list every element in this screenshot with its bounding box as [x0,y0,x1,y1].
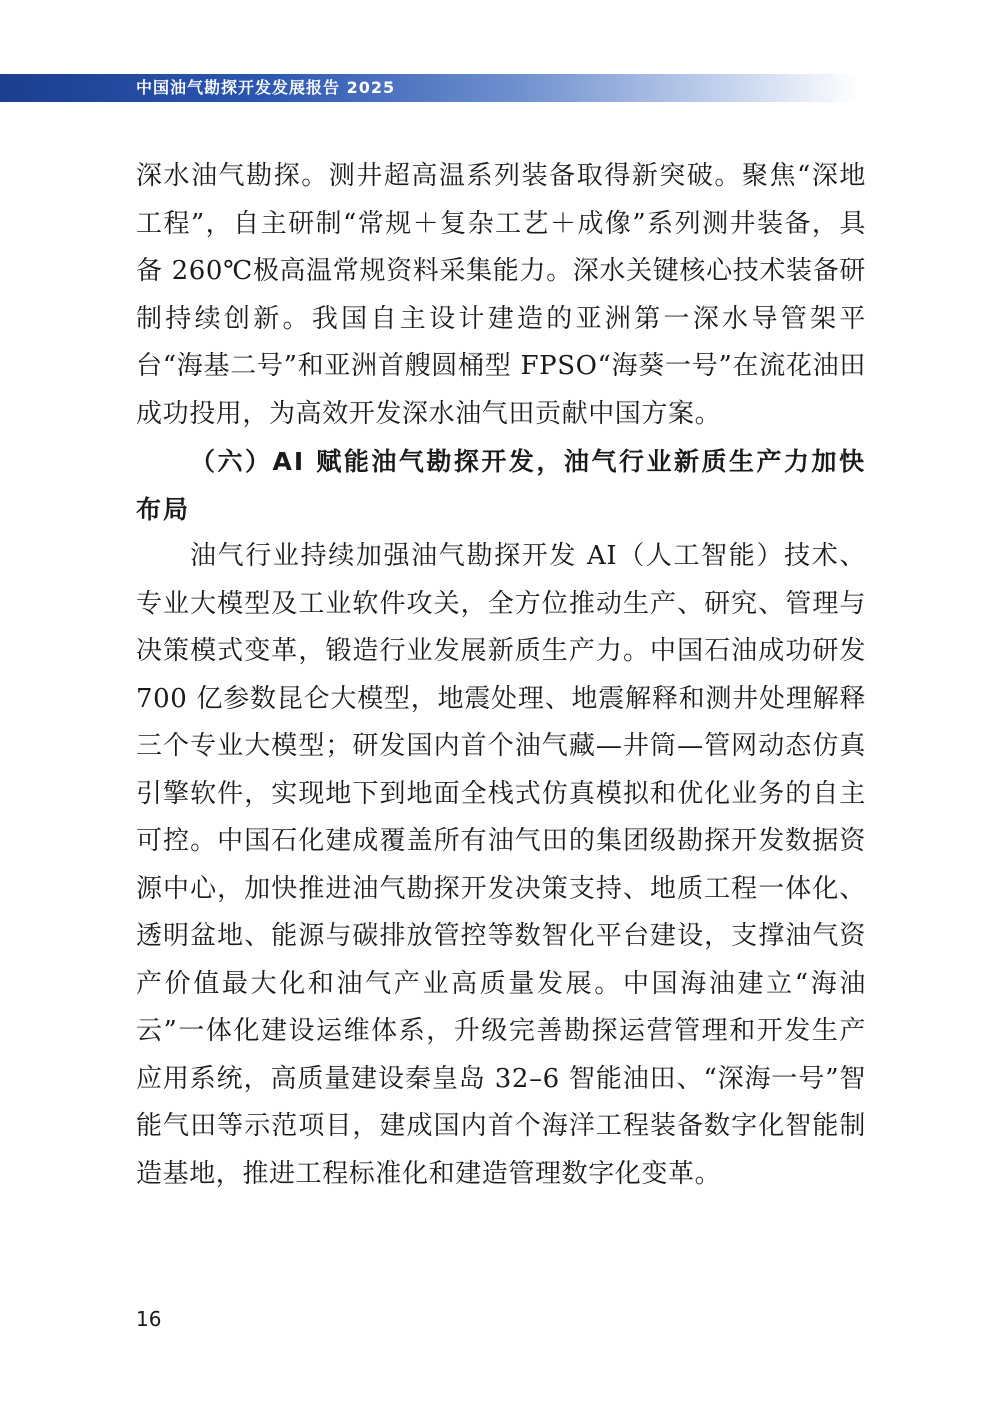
running-header-title: 中国油气勘探开发发展报告 2025 [136,78,396,97]
page-number: 16 [136,1307,162,1331]
section-heading: （六）AI 赋能油气勘探开发，油气行业新质生产力加快布局 [136,447,866,524]
header-band [0,74,860,102]
body-paragraph-continued: 深水油气勘探。测井超高温系列装备取得新突破。聚焦“深地工程”，自主研制“常规＋复杂工艺＋成像”系列测井装备，具备 260℃极高温常规资料采集能力。深水关键核心技术装备研制持续创新。我国自主设计建造的亚洲第一深水导管架平台“海基二号”和亚洲首艘圆桶型 FPSO“海葵一号”在流花油田成功投用，为高效开发深水油气田贡献中国方案。 [136,161,866,429]
body-paragraph: 油气行业持续加强油气勘探开发 AI（人工智能）技术、专业大模型及工业软件攻关，全方位推动生产、研究、管理与决策模式变革，锻造行业发展新质生产力。中国石油成功研发 700 亿参数昆仑大模型，地震处理、地震解释和测井处理解释三个专业大模型；研发国内首个油气藏—井筒—管网动态仿真引擎软件，实现地下到地面全栈式仿真模拟和优化业务的自主可控。中国石化建成覆盖所有油气田的集团级勘探开发数据资源中心，加快推进油气勘探开发决策支持、地质工程一体化、透明盆地、能源与碳排放管控等数智化平台建设，支撑油气资产价值最大化和油气产业高质量发展。中国海油建立“海油云”一体化建设运维体系，升级完善勘探运营管理和开发生产应用系统，高质量建设秦皇岛 32–6 智能油田、“深海一号”智能气田等示范项目，建成国内首个海洋工程装备数字化智能制造基地，推进工程标准化和建造管理数字化变革。 [136,541,866,1189]
page-content [136,153,866,1198]
